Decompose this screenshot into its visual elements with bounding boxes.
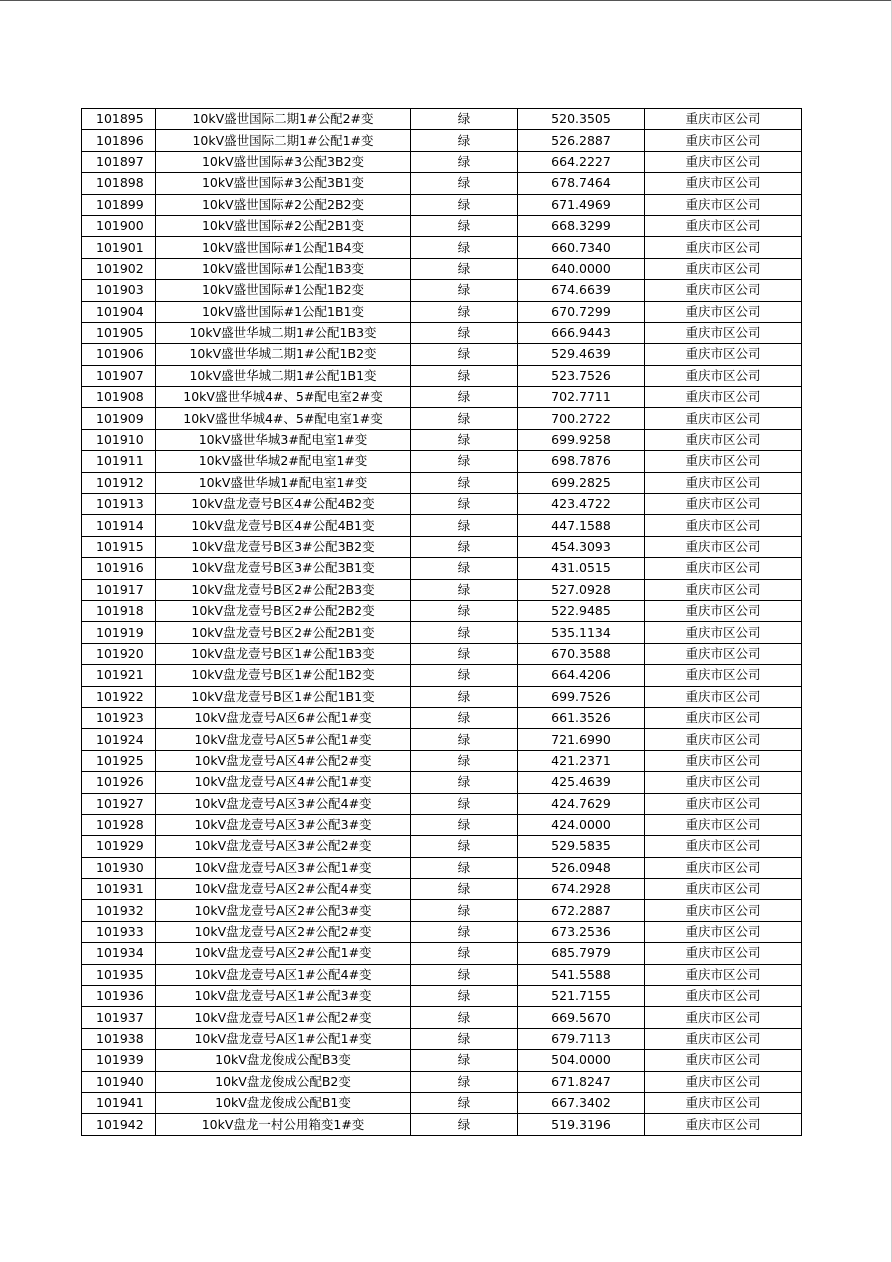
transformer-name-cell: 10kV盛世华城4#、5#配电室2#变 <box>156 387 411 408</box>
company-cell: 重庆市区公司 <box>645 900 802 921</box>
company-cell: 重庆市区公司 <box>645 344 802 365</box>
row-id-cell: 101934 <box>82 943 156 964</box>
table-row <box>82 387 802 408</box>
value-cell: 674.6639 <box>518 280 645 301</box>
row-id-cell: 101929 <box>82 836 156 857</box>
value-cell: 721.6990 <box>518 729 645 750</box>
status-color-cell: 绿 <box>411 194 518 215</box>
status-color-cell: 绿 <box>411 1114 518 1135</box>
status-color-cell: 绿 <box>411 857 518 878</box>
table-row <box>82 1071 802 1092</box>
value-cell: 671.8247 <box>518 1071 645 1092</box>
status-color-cell: 绿 <box>411 1050 518 1071</box>
transformer-name-cell: 10kV盛世华城4#、5#配电室1#变 <box>156 408 411 429</box>
status-color-cell: 绿 <box>411 879 518 900</box>
row-id-cell: 101897 <box>82 151 156 172</box>
company-cell: 重庆市区公司 <box>645 1092 802 1113</box>
transformer-table <box>81 108 802 1136</box>
row-id-cell: 101919 <box>82 622 156 643</box>
status-color-cell: 绿 <box>411 986 518 1007</box>
transformer-name-cell: 10kV盛世国际#2公配2B2变 <box>156 194 411 215</box>
value-cell: 454.3093 <box>518 536 645 557</box>
company-cell: 重庆市区公司 <box>645 836 802 857</box>
company-cell: 重庆市区公司 <box>645 387 802 408</box>
transformer-name-cell: 10kV盘龙壹号B区2#公配2B2变 <box>156 600 411 621</box>
table-row <box>82 536 802 557</box>
status-color-cell: 绿 <box>411 387 518 408</box>
table-row <box>82 600 802 621</box>
transformer-name-cell: 10kV盘龙壹号B区3#公配3B1变 <box>156 558 411 579</box>
table-row <box>82 879 802 900</box>
company-cell: 重庆市区公司 <box>645 857 802 878</box>
value-cell: 673.2536 <box>518 921 645 942</box>
transformer-name-cell: 10kV盘龙壹号A区2#公配4#变 <box>156 879 411 900</box>
company-cell: 重庆市区公司 <box>645 258 802 279</box>
table-row <box>82 429 802 450</box>
row-id-cell: 101932 <box>82 900 156 921</box>
transformer-name-cell: 10kV盛世华城二期1#公配1B3变 <box>156 322 411 343</box>
value-cell: 523.7526 <box>518 365 645 386</box>
company-cell: 重庆市区公司 <box>645 750 802 771</box>
row-id-cell: 101941 <box>82 1092 156 1113</box>
row-id-cell: 101939 <box>82 1050 156 1071</box>
table-row <box>82 344 802 365</box>
transformer-name-cell: 10kV盘龙壹号A区1#公配3#变 <box>156 986 411 1007</box>
table-row <box>82 921 802 942</box>
company-cell: 重庆市区公司 <box>645 1028 802 1049</box>
row-id-cell: 101922 <box>82 686 156 707</box>
transformer-name-cell: 10kV盘龙壹号B区2#公配2B3变 <box>156 579 411 600</box>
company-cell: 重庆市区公司 <box>645 1071 802 1092</box>
status-color-cell: 绿 <box>411 344 518 365</box>
transformer-name-cell: 10kV盘龙壹号A区3#公配2#变 <box>156 836 411 857</box>
status-color-cell: 绿 <box>411 900 518 921</box>
table-row <box>82 173 802 194</box>
status-color-cell: 绿 <box>411 322 518 343</box>
value-cell: 698.7876 <box>518 451 645 472</box>
status-color-cell: 绿 <box>411 472 518 493</box>
table-row <box>82 1092 802 1113</box>
company-cell: 重庆市区公司 <box>645 579 802 600</box>
transformer-name-cell: 10kV盘龙壹号B区4#公配4B1变 <box>156 515 411 536</box>
transformer-name-cell: 10kV盛世国际#1公配1B4变 <box>156 237 411 258</box>
row-id-cell: 101931 <box>82 879 156 900</box>
table-row <box>82 943 802 964</box>
table-row <box>82 836 802 857</box>
status-color-cell: 绿 <box>411 643 518 664</box>
transformer-name-cell: 10kV盘龙俊成公配B1变 <box>156 1092 411 1113</box>
transformer-name-cell: 10kV盛世华城1#配电室1#变 <box>156 472 411 493</box>
company-cell: 重庆市区公司 <box>645 707 802 728</box>
status-color-cell: 绿 <box>411 772 518 793</box>
value-cell: 685.7979 <box>518 943 645 964</box>
transformer-name-cell: 10kV盘龙壹号A区1#公配4#变 <box>156 964 411 985</box>
table-row <box>82 729 802 750</box>
value-cell: 522.9485 <box>518 600 645 621</box>
table-row <box>82 451 802 472</box>
company-cell: 重庆市区公司 <box>645 943 802 964</box>
table-row <box>82 750 802 771</box>
row-id-cell: 101907 <box>82 365 156 386</box>
company-cell: 重庆市区公司 <box>645 879 802 900</box>
company-cell: 重庆市区公司 <box>645 729 802 750</box>
value-cell: 527.0928 <box>518 579 645 600</box>
transformer-name-cell: 10kV盛世国际二期1#公配2#变 <box>156 109 411 130</box>
row-id-cell: 101898 <box>82 173 156 194</box>
value-cell: 678.7464 <box>518 173 645 194</box>
company-cell: 重庆市区公司 <box>645 1007 802 1028</box>
value-cell: 699.9258 <box>518 429 645 450</box>
table-row <box>82 130 802 151</box>
status-color-cell: 绿 <box>411 365 518 386</box>
table-body <box>82 109 802 1136</box>
company-cell: 重庆市区公司 <box>645 109 802 130</box>
value-cell: 424.0000 <box>518 814 645 835</box>
value-cell: 425.4639 <box>518 772 645 793</box>
company-cell: 重庆市区公司 <box>645 194 802 215</box>
transformer-name-cell: 10kV盛世国际#2公配2B1变 <box>156 215 411 236</box>
status-color-cell: 绿 <box>411 536 518 557</box>
row-id-cell: 101902 <box>82 258 156 279</box>
row-id-cell: 101923 <box>82 707 156 728</box>
row-id-cell: 101924 <box>82 729 156 750</box>
company-cell: 重庆市区公司 <box>645 322 802 343</box>
table-row <box>82 772 802 793</box>
row-id-cell: 101914 <box>82 515 156 536</box>
transformer-name-cell: 10kV盛世华城二期1#公配1B2变 <box>156 344 411 365</box>
status-color-cell: 绿 <box>411 429 518 450</box>
value-cell: 424.7629 <box>518 793 645 814</box>
value-cell: 504.0000 <box>518 1050 645 1071</box>
value-cell: 702.7711 <box>518 387 645 408</box>
transformer-name-cell: 10kV盘龙壹号B区2#公配2B1变 <box>156 622 411 643</box>
table-row <box>82 151 802 172</box>
company-cell: 重庆市区公司 <box>645 814 802 835</box>
value-cell: 660.7340 <box>518 237 645 258</box>
company-cell: 重庆市区公司 <box>645 151 802 172</box>
row-id-cell: 101916 <box>82 558 156 579</box>
table-row <box>82 558 802 579</box>
company-cell: 重庆市区公司 <box>645 793 802 814</box>
transformer-name-cell: 10kV盛世华城2#配电室1#变 <box>156 451 411 472</box>
status-color-cell: 绿 <box>411 964 518 985</box>
table-row <box>82 515 802 536</box>
value-cell: 423.4722 <box>518 494 645 515</box>
company-cell: 重庆市区公司 <box>645 643 802 664</box>
company-cell: 重庆市区公司 <box>645 558 802 579</box>
row-id-cell: 101938 <box>82 1028 156 1049</box>
table-row <box>82 1028 802 1049</box>
row-id-cell: 101921 <box>82 665 156 686</box>
table-row <box>82 237 802 258</box>
transformer-name-cell: 10kV盘龙壹号A区2#公配1#变 <box>156 943 411 964</box>
value-cell: 668.3299 <box>518 215 645 236</box>
status-color-cell: 绿 <box>411 622 518 643</box>
company-cell: 重庆市区公司 <box>645 622 802 643</box>
value-cell: 526.0948 <box>518 857 645 878</box>
status-color-cell: 绿 <box>411 515 518 536</box>
value-cell: 670.3588 <box>518 643 645 664</box>
row-id-cell: 101928 <box>82 814 156 835</box>
status-color-cell: 绿 <box>411 1007 518 1028</box>
value-cell: 640.0000 <box>518 258 645 279</box>
table-row <box>82 814 802 835</box>
status-color-cell: 绿 <box>411 494 518 515</box>
company-cell: 重庆市区公司 <box>645 173 802 194</box>
table-row <box>82 986 802 1007</box>
company-cell: 重庆市区公司 <box>645 1114 802 1135</box>
value-cell: 679.7113 <box>518 1028 645 1049</box>
transformer-name-cell: 10kV盘龙一村公用箱变1#变 <box>156 1114 411 1135</box>
transformer-name-cell: 10kV盘龙壹号A区2#公配3#变 <box>156 900 411 921</box>
company-cell: 重庆市区公司 <box>645 772 802 793</box>
transformer-name-cell: 10kV盘龙俊成公配B3变 <box>156 1050 411 1071</box>
status-color-cell: 绿 <box>411 814 518 835</box>
value-cell: 661.3526 <box>518 707 645 728</box>
transformer-name-cell: 10kV盘龙壹号A区5#公配1#变 <box>156 729 411 750</box>
value-cell: 664.2227 <box>518 151 645 172</box>
status-color-cell: 绿 <box>411 729 518 750</box>
row-id-cell: 101933 <box>82 921 156 942</box>
value-cell: 671.4969 <box>518 194 645 215</box>
row-id-cell: 101917 <box>82 579 156 600</box>
row-id-cell: 101926 <box>82 772 156 793</box>
company-cell: 重庆市区公司 <box>645 237 802 258</box>
company-cell: 重庆市区公司 <box>645 130 802 151</box>
transformer-name-cell: 10kV盘龙壹号A区6#公配1#变 <box>156 707 411 728</box>
value-cell: 519.3196 <box>518 1114 645 1135</box>
company-cell: 重庆市区公司 <box>645 494 802 515</box>
table-row <box>82 686 802 707</box>
value-cell: 699.7526 <box>518 686 645 707</box>
value-cell: 521.7155 <box>518 986 645 1007</box>
value-cell: 700.2722 <box>518 408 645 429</box>
company-cell: 重庆市区公司 <box>645 515 802 536</box>
status-color-cell: 绿 <box>411 558 518 579</box>
transformer-name-cell: 10kV盘龙壹号A区1#公配1#变 <box>156 1028 411 1049</box>
transformer-name-cell: 10kV盘龙壹号A区2#公配2#变 <box>156 921 411 942</box>
transformer-name-cell: 10kV盘龙壹号A区4#公配2#变 <box>156 750 411 771</box>
status-color-cell: 绿 <box>411 151 518 172</box>
status-color-cell: 绿 <box>411 237 518 258</box>
transformer-name-cell: 10kV盛世国际#3公配3B1变 <box>156 173 411 194</box>
table-row <box>82 322 802 343</box>
value-cell: 666.9443 <box>518 322 645 343</box>
transformer-name-cell: 10kV盘龙俊成公配B2变 <box>156 1071 411 1092</box>
value-cell: 674.2928 <box>518 879 645 900</box>
table-row <box>82 964 802 985</box>
table-row <box>82 707 802 728</box>
row-id-cell: 101905 <box>82 322 156 343</box>
transformer-name-cell: 10kV盘龙壹号B区4#公配4B2变 <box>156 494 411 515</box>
table-row <box>82 258 802 279</box>
company-cell: 重庆市区公司 <box>645 365 802 386</box>
table-row <box>82 194 802 215</box>
status-color-cell: 绿 <box>411 943 518 964</box>
table-row <box>82 365 802 386</box>
value-cell: 699.2825 <box>518 472 645 493</box>
table-row <box>82 215 802 236</box>
company-cell: 重庆市区公司 <box>645 301 802 322</box>
company-cell: 重庆市区公司 <box>645 429 802 450</box>
row-id-cell: 101940 <box>82 1071 156 1092</box>
transformer-name-cell: 10kV盘龙壹号A区3#公配3#变 <box>156 814 411 835</box>
value-cell: 535.1134 <box>518 622 645 643</box>
status-color-cell: 绿 <box>411 1071 518 1092</box>
value-cell: 667.3402 <box>518 1092 645 1113</box>
status-color-cell: 绿 <box>411 579 518 600</box>
row-id-cell: 101908 <box>82 387 156 408</box>
row-id-cell: 101899 <box>82 194 156 215</box>
status-color-cell: 绿 <box>411 451 518 472</box>
status-color-cell: 绿 <box>411 921 518 942</box>
table-row <box>82 643 802 664</box>
row-id-cell: 101910 <box>82 429 156 450</box>
row-id-cell: 101904 <box>82 301 156 322</box>
table-row <box>82 1007 802 1028</box>
transformer-name-cell: 10kV盘龙壹号A区1#公配2#变 <box>156 1007 411 1028</box>
company-cell: 重庆市区公司 <box>645 280 802 301</box>
row-id-cell: 101927 <box>82 793 156 814</box>
page-top-border <box>0 0 892 1</box>
table-row <box>82 857 802 878</box>
transformer-name-cell: 10kV盛世华城3#配电室1#变 <box>156 429 411 450</box>
status-color-cell: 绿 <box>411 750 518 771</box>
table-row <box>82 1050 802 1071</box>
table-row <box>82 579 802 600</box>
status-color-cell: 绿 <box>411 109 518 130</box>
status-color-cell: 绿 <box>411 686 518 707</box>
row-id-cell: 101925 <box>82 750 156 771</box>
table-row <box>82 1114 802 1135</box>
value-cell: 447.1588 <box>518 515 645 536</box>
status-color-cell: 绿 <box>411 130 518 151</box>
table-row <box>82 900 802 921</box>
row-id-cell: 101915 <box>82 536 156 557</box>
company-cell: 重庆市区公司 <box>645 408 802 429</box>
table-row <box>82 408 802 429</box>
row-id-cell: 101903 <box>82 280 156 301</box>
status-color-cell: 绿 <box>411 408 518 429</box>
status-color-cell: 绿 <box>411 173 518 194</box>
transformer-name-cell: 10kV盘龙壹号B区3#公配3B2变 <box>156 536 411 557</box>
value-cell: 431.0515 <box>518 558 645 579</box>
row-id-cell: 101901 <box>82 237 156 258</box>
company-cell: 重庆市区公司 <box>645 536 802 557</box>
table-row <box>82 280 802 301</box>
row-id-cell: 101895 <box>82 109 156 130</box>
value-cell: 529.5835 <box>518 836 645 857</box>
value-cell: 520.3505 <box>518 109 645 130</box>
value-cell: 670.7299 <box>518 301 645 322</box>
table-row <box>82 301 802 322</box>
row-id-cell: 101911 <box>82 451 156 472</box>
status-color-cell: 绿 <box>411 1092 518 1113</box>
status-color-cell: 绿 <box>411 280 518 301</box>
company-cell: 重庆市区公司 <box>645 964 802 985</box>
transformer-name-cell: 10kV盘龙壹号B区1#公配1B3变 <box>156 643 411 664</box>
status-color-cell: 绿 <box>411 215 518 236</box>
row-id-cell: 101920 <box>82 643 156 664</box>
value-cell: 529.4639 <box>518 344 645 365</box>
status-color-cell: 绿 <box>411 1028 518 1049</box>
value-cell: 664.4206 <box>518 665 645 686</box>
transformer-name-cell: 10kV盘龙壹号B区1#公配1B2变 <box>156 665 411 686</box>
row-id-cell: 101909 <box>82 408 156 429</box>
transformer-name-cell: 10kV盛世国际#1公配1B1变 <box>156 301 411 322</box>
value-cell: 672.2887 <box>518 900 645 921</box>
status-color-cell: 绿 <box>411 665 518 686</box>
status-color-cell: 绿 <box>411 301 518 322</box>
row-id-cell: 101913 <box>82 494 156 515</box>
company-cell: 重庆市区公司 <box>645 600 802 621</box>
row-id-cell: 101930 <box>82 857 156 878</box>
transformer-name-cell: 10kV盛世国际#1公配1B2变 <box>156 280 411 301</box>
transformer-name-cell: 10kV盛世国际#3公配3B2变 <box>156 151 411 172</box>
company-cell: 重庆市区公司 <box>645 665 802 686</box>
value-cell: 669.5670 <box>518 1007 645 1028</box>
row-id-cell: 101942 <box>82 1114 156 1135</box>
company-cell: 重庆市区公司 <box>645 986 802 1007</box>
value-cell: 421.2371 <box>518 750 645 771</box>
transformer-name-cell: 10kV盘龙壹号A区3#公配1#变 <box>156 857 411 878</box>
row-id-cell: 101918 <box>82 600 156 621</box>
company-cell: 重庆市区公司 <box>645 1050 802 1071</box>
row-id-cell: 101900 <box>82 215 156 236</box>
transformer-name-cell: 10kV盘龙壹号A区3#公配4#变 <box>156 793 411 814</box>
table-row <box>82 665 802 686</box>
row-id-cell: 101896 <box>82 130 156 151</box>
transformer-name-cell: 10kV盛世国际二期1#公配1#变 <box>156 130 411 151</box>
value-cell: 526.2887 <box>518 130 645 151</box>
status-color-cell: 绿 <box>411 836 518 857</box>
row-id-cell: 101906 <box>82 344 156 365</box>
status-color-cell: 绿 <box>411 793 518 814</box>
table-row <box>82 472 802 493</box>
table-row <box>82 622 802 643</box>
value-cell: 541.5588 <box>518 964 645 985</box>
table-row <box>82 793 802 814</box>
transformer-name-cell: 10kV盘龙壹号B区1#公配1B1变 <box>156 686 411 707</box>
row-id-cell: 101935 <box>82 964 156 985</box>
company-cell: 重庆市区公司 <box>645 451 802 472</box>
status-color-cell: 绿 <box>411 707 518 728</box>
table-row <box>82 494 802 515</box>
company-cell: 重庆市区公司 <box>645 921 802 942</box>
row-id-cell: 101912 <box>82 472 156 493</box>
company-cell: 重庆市区公司 <box>645 215 802 236</box>
transformer-name-cell: 10kV盘龙壹号A区4#公配1#变 <box>156 772 411 793</box>
company-cell: 重庆市区公司 <box>645 472 802 493</box>
status-color-cell: 绿 <box>411 600 518 621</box>
company-cell: 重庆市区公司 <box>645 686 802 707</box>
transformer-name-cell: 10kV盛世国际#1公配1B3变 <box>156 258 411 279</box>
transformer-name-cell: 10kV盛世华城二期1#公配1B1变 <box>156 365 411 386</box>
row-id-cell: 101936 <box>82 986 156 1007</box>
table-row <box>82 109 802 130</box>
row-id-cell: 101937 <box>82 1007 156 1028</box>
status-color-cell: 绿 <box>411 258 518 279</box>
